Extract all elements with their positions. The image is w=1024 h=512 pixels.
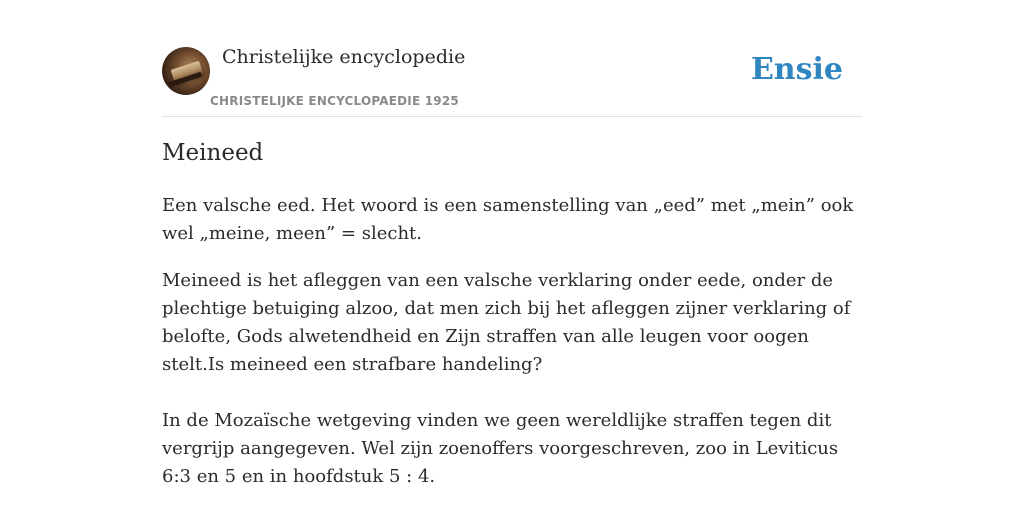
page [162,0,862,512]
article-title: Meineed [162,140,264,166]
source-name-link[interactable]: Christelijke encyclopedie [222,46,466,68]
article-paragraph: Meineed is het afleggen van een valsche verklaring onder eede, onder de plechtige betuiging alzoo, dat men zich bij het afleggen zijner verklaring of belofte, Gods alwetendheid en Zijn straffen van alle leugen voor oogen stelt.Is meineed een strafbare handeling? [162,270,851,375]
article-paragraph: Een valsche eed. Het woord is een samenstelling van „eed” met „mein” ook wel „meine, meen” = slecht. [162,195,854,244]
brand-logo[interactable]: Ensie [750,52,843,87]
article-paragraph: In de Mozaïsche wetgeving vinden we geen wereldlijke straffen tegen dit vergrijp aangegeven. Wel zijn zoenoffers voorgeschreven, zoo in Leviticus 6:3 en 5 en in hoofdstuk 5 : 4. [162,410,839,487]
header [162,0,862,117]
source-subtitle: CHRISTELIJKE ENCYCLOPAEDIE 1925 [210,94,459,108]
source-avatar[interactable] [162,47,210,95]
